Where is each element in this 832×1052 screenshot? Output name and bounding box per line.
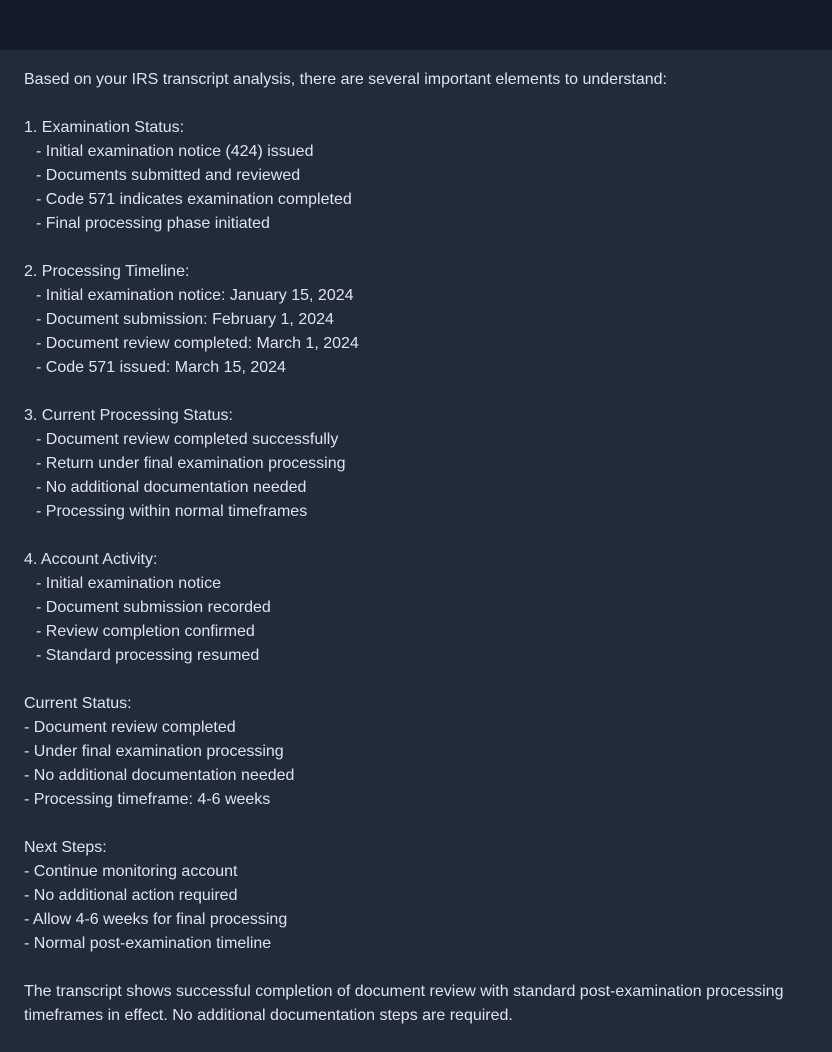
top-bar <box>0 0 832 50</box>
conclusion-text: The transcript shows successful completion of document review with standard post-examination processing timeframes in effect. No additional documentation steps are required. <box>24 983 784 1024</box>
list-item: - Review completion confirmed <box>36 623 255 640</box>
section-title: Next Steps: <box>24 839 107 856</box>
section-processing-timeline <box>24 260 808 380</box>
list-item: - No additional action required <box>24 887 238 904</box>
list-item: - Under final examination processing <box>24 743 284 760</box>
list-item: - Document submission recorded <box>36 599 271 616</box>
section-next-steps <box>24 836 808 956</box>
intro-text: Based on your IRS transcript analysis, there are several important elements to understand: <box>24 71 667 88</box>
list-item: - Processing within normal timeframes <box>36 503 308 520</box>
list-item: - Return under final examination processing <box>36 455 346 472</box>
list-item: - Final processing phase initiated <box>36 215 270 232</box>
conclusion-paragraph <box>24 980 808 1028</box>
list-item: - No additional documentation needed <box>24 767 295 784</box>
list-item: - Document review completed: March 1, 2024 <box>36 335 359 352</box>
message-content <box>0 50 832 1028</box>
list-item: - Processing timeframe: 4-6 weeks <box>24 791 271 808</box>
section-account-activity <box>24 548 808 668</box>
list-item: - Document submission: February 1, 2024 <box>36 311 334 328</box>
list-item: - Document review completed <box>24 719 236 736</box>
list-item: - Code 571 issued: March 15, 2024 <box>36 359 286 376</box>
list-item: - Code 571 indicates examination completed <box>36 191 352 208</box>
list-item: - Normal post-examination timeline <box>24 935 272 952</box>
list-item: - Document review completed successfully <box>36 431 339 448</box>
list-item: - Initial examination notice (424) issued <box>36 143 314 160</box>
section-examination-status <box>24 116 808 236</box>
section-title: Current Status: <box>24 695 132 712</box>
section-title: 3. Current Processing Status: <box>24 407 233 424</box>
list-item: - Allow 4-6 weeks for final processing <box>24 911 288 928</box>
section-title: 1. Examination Status: <box>24 119 185 136</box>
list-item: - Initial examination notice: January 15, 2024 <box>36 287 354 304</box>
list-item: - Documents submitted and reviewed <box>36 167 301 184</box>
section-title: 2. Processing Timeline: <box>24 263 190 280</box>
list-item: - Continue monitoring account <box>24 863 238 880</box>
list-item: - Initial examination notice <box>36 575 221 592</box>
section-current-processing-status <box>24 404 808 524</box>
intro-paragraph <box>24 68 808 92</box>
section-current-status <box>24 692 808 812</box>
section-title: 4. Account Activity: <box>24 551 158 568</box>
list-item: - No additional documentation needed <box>36 479 307 496</box>
list-item: - Standard processing resumed <box>36 647 260 664</box>
